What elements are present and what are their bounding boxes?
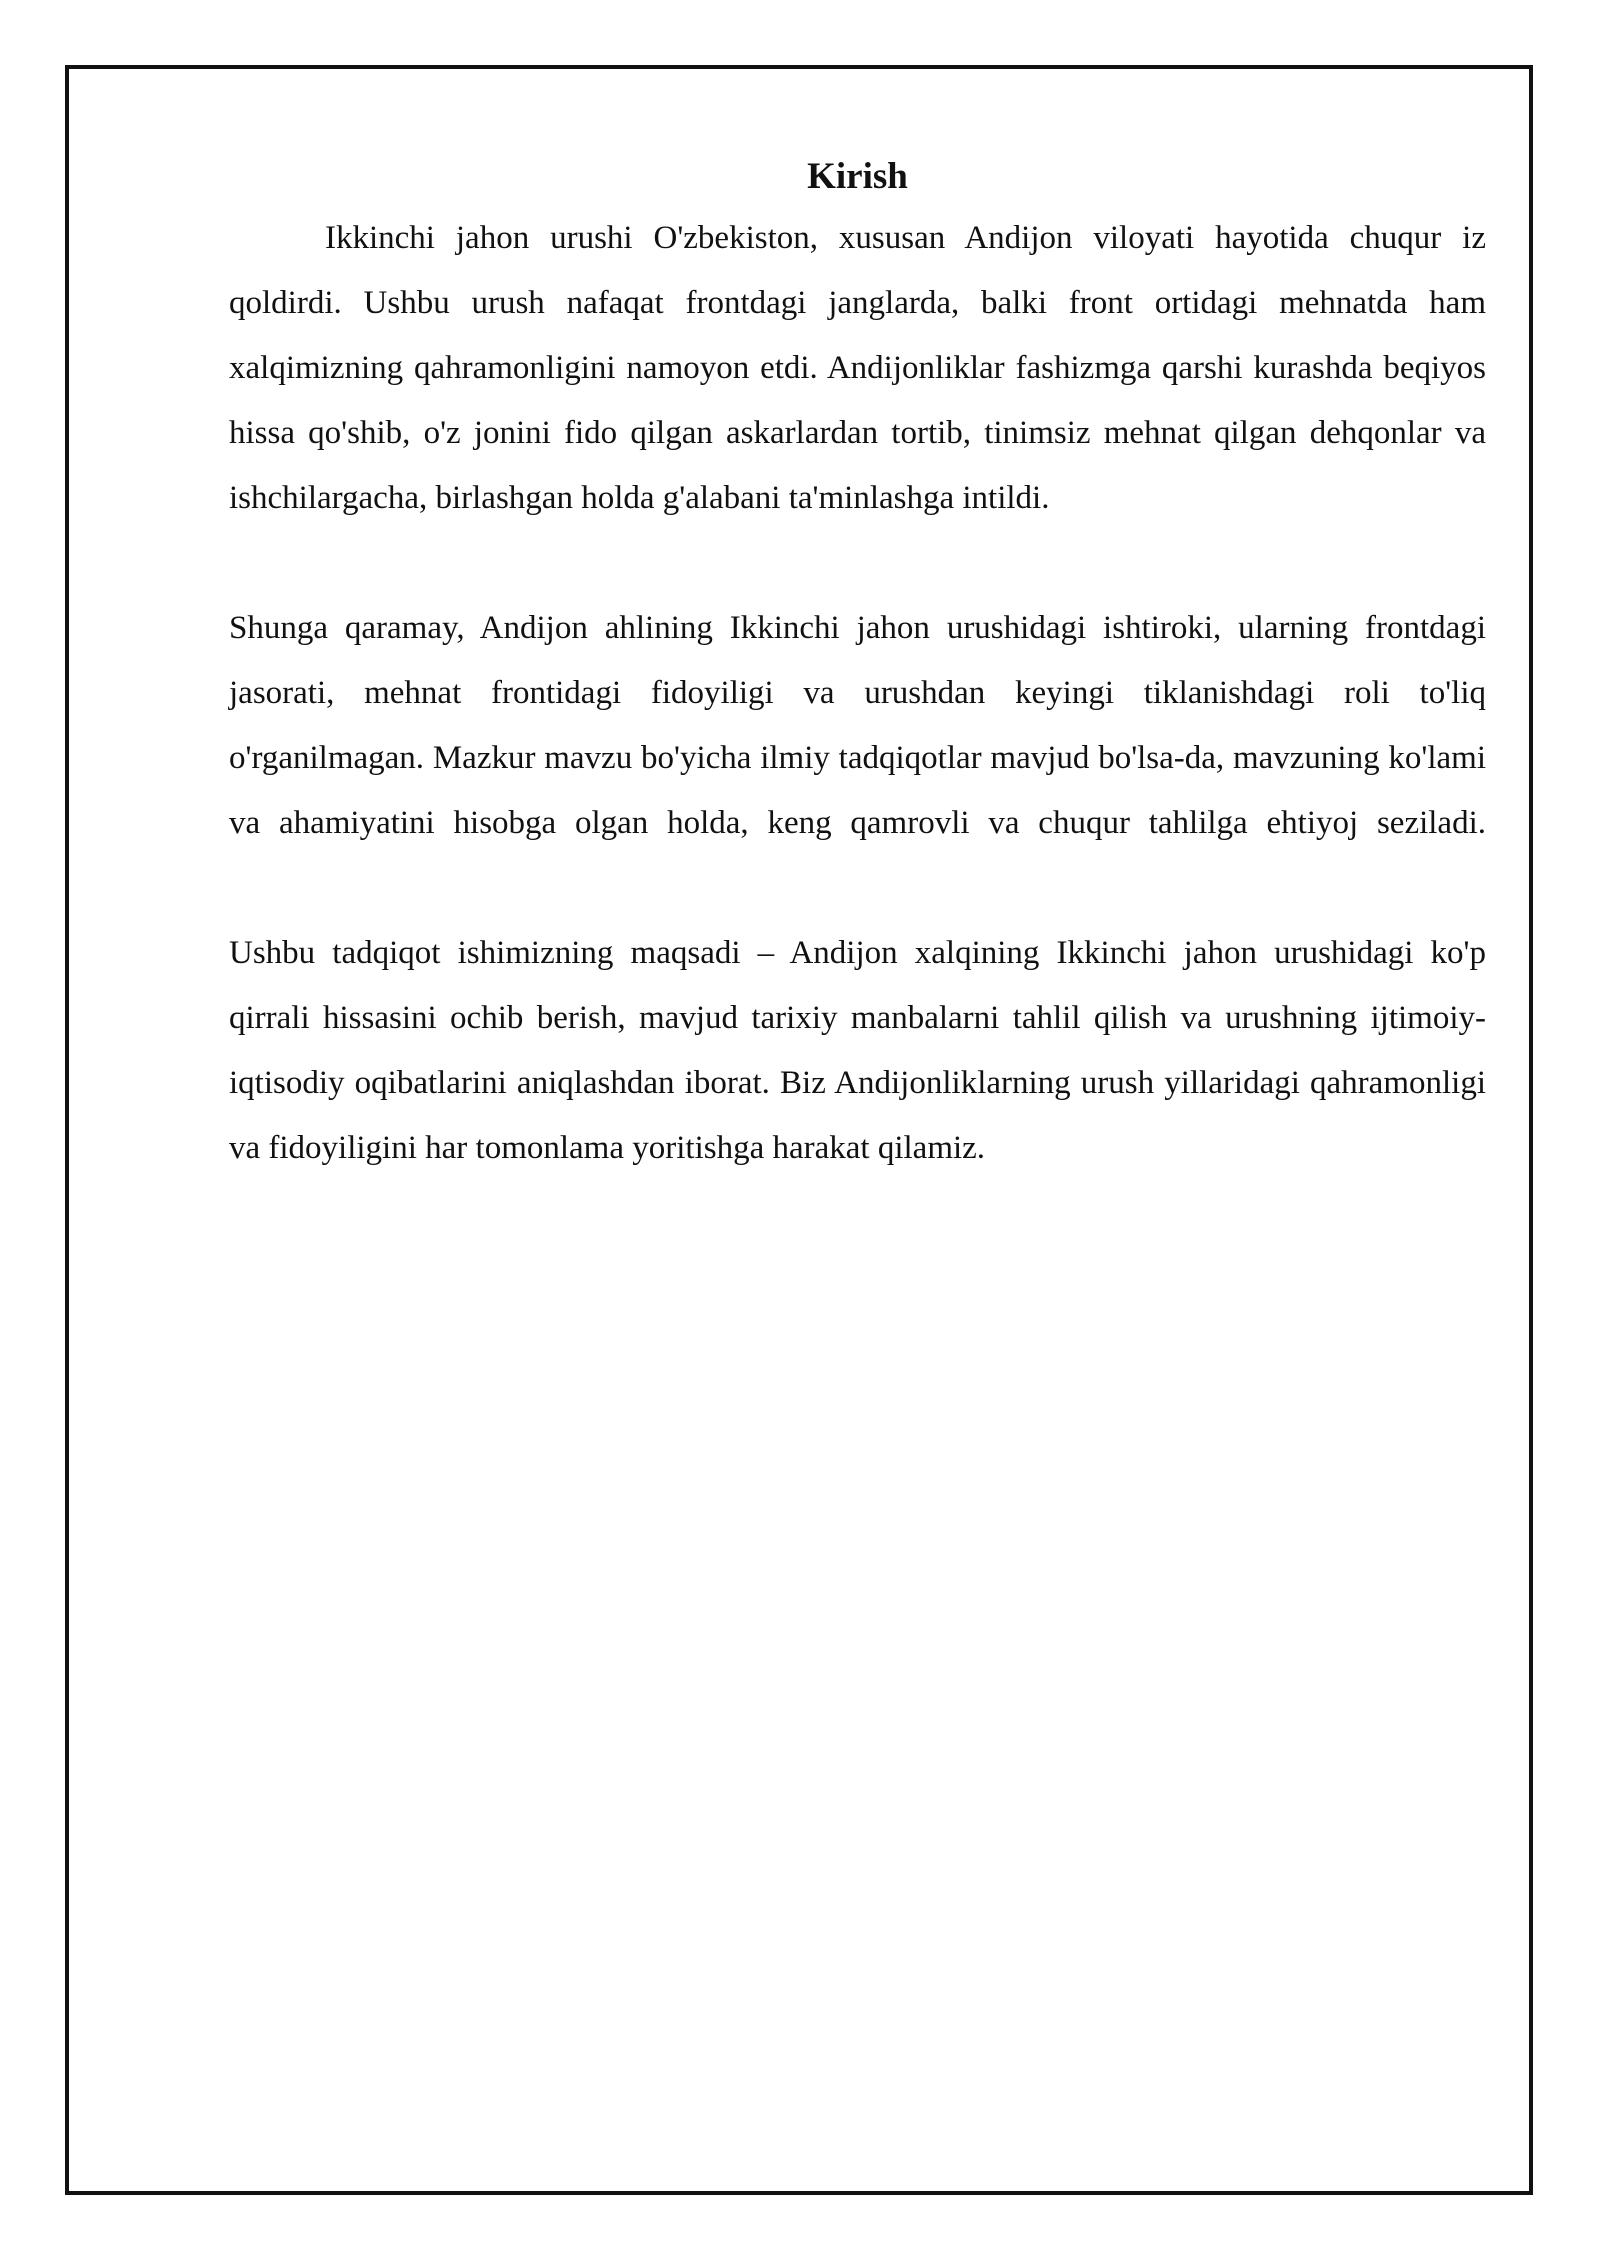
paragraph-research-gap: Shunga qaramay, Andijon ahlining Ikkinchi jahon urushidagi ishtiroki, ularning frontdagi jasorati, mehnat frontidagi fidoyiligi va urushdan keyingi tiklanishdagi roli to'liq o'rganilmagan. Mazkur mavzu bo'yicha ilmiy tadqiqotlar mavjud bo'lsa-da, mavzuning ko'lami va ahamiyatini hisobga olgan holda, keng qamrovli va chuqur tahlilga ehtiyoj seziladi. [229,610,1486,841]
paragraph-research-goal: Ushbu tadqiqot ishimizning maqsadi – Andijon xalqining Ikkinchi jahon urushidagi ko'p qirrali hissasini ochib berish, mavjud tarixiy manbalarni tahlil qilish va urushning ijtimoiy-iqtisodiy oqibatlarini aniqlashdan iborat. Biz Andijonliklarning urush yillaridagi qahramonligi va fidoyiligini har tomonlama yoritishga harakat qilamiz. [229,935,1486,1166]
document-body [229,148,1486,1181]
page-title: Kirish [807,156,908,197]
paragraph-intro: Ikkinchi jahon urushi O'zbekiston, xususan Andijon viloyati hayotida chuqur iz qoldirdi. Ushbu urush nafaqat frontdagi janglarda, balki front ortidagi mehnatda ham xalqimizning qahramonligini namoyon etdi. Andijonliklar fashizmga qarshi kurashda beqiyos hissa qo'shib, o'z jonini fido qilgan askarlardan tortib, tinimsiz mehnat qilgan dehqonlar va ishchilargacha, birlashgan holda g'alabani ta'minlashga intildi. [229,220,1486,516]
